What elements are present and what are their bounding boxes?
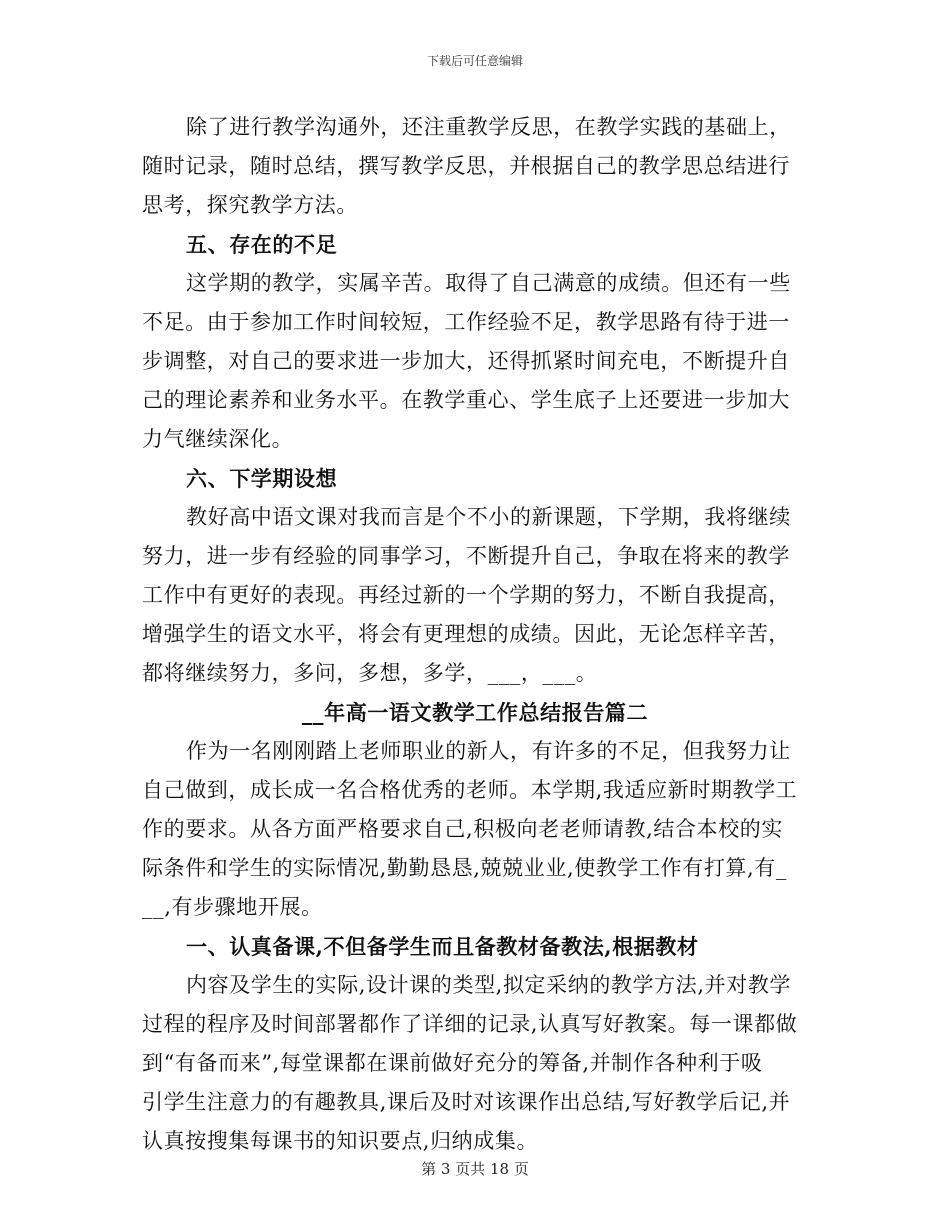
paragraph-line: 思考，探究教学方法。 bbox=[142, 193, 358, 217]
paragraph-line: 努力，进一步有经验的同事学习，不断提升自己，争取在将来的教学 bbox=[142, 544, 790, 568]
paragraph-line: 内容及学生的实际,设计课的类型,拟定采纳的教学方法,并对教学 bbox=[186, 973, 792, 997]
header-note: 下载后可任意编辑 bbox=[426, 54, 523, 68]
paragraph-line: 己的理论素养和业务水平。在教学重心、学生底子上还要进一步加大 bbox=[142, 388, 790, 412]
paragraph-line: 增强学生的语文水平，将会有更理想的成绩。因此，无论怎样辛苦， bbox=[142, 622, 790, 646]
paragraph-line: 不足。由于参加工作时间较短，工作经验不足，教学思路有待于进一 bbox=[142, 310, 790, 334]
paragraph-line: 工作中有更好的表现。再经过新的一个学期的努力，不断自我提高， bbox=[142, 583, 790, 607]
paragraph-line: 教好高中语文课对我而言是个不小的新课题，下学期，我将继续 bbox=[186, 505, 791, 529]
section-heading: 六、下学期设想 bbox=[186, 466, 338, 491]
paragraph-line: 这学期的教学，实属辛苦。取得了自己满意的成绩。但还有一些 bbox=[186, 271, 791, 295]
paragraph-line: 力气继续深化。 bbox=[142, 427, 294, 451]
paragraph-line: 到“有备而来”,每堂课都在课前做好充分的筹备,并制作各种利于吸 bbox=[142, 1051, 763, 1075]
paragraph-line: 步调整，对自己的要求进一步加大，还得抓紧时间充电，不断提升自 bbox=[142, 349, 790, 373]
paragraph-line: 随时记录，随时总结，撰写教学反思，并根据自己的教学思总结进行 bbox=[142, 154, 790, 178]
paragraph-line: 除了进行教学沟通外，还注重教学反思，在教学实践的基础上， bbox=[186, 115, 791, 139]
paragraph-line: 际条件和学生的实际情况,勤勤恳恳,兢兢业业,使教学工作有打算,有_ bbox=[142, 856, 787, 880]
paragraph-line: 作的要求。从各方面严格要求自己,积极向老老师请教,结合本校的实 bbox=[142, 817, 783, 841]
paragraph-line: __,有步骤地开展。 bbox=[142, 895, 323, 919]
document-body bbox=[142, 108, 808, 1161]
report-title: __年高一语文教学工作总结报告篇二 bbox=[301, 700, 649, 725]
paragraph-line: 自己做到，成长成一名合格优秀的老师。本学期,我适应新时期教学工 bbox=[142, 778, 798, 802]
paragraph-line: 过程的程序及时间部署都作了详细的记录,认真写好教案。每一课都做 bbox=[142, 1012, 798, 1036]
paragraph-line: 都将继续努力，多问，多想，多学，___，___。 bbox=[142, 661, 598, 685]
paragraph-line: 认真按搜集每课书的知识要点,归纳成集。 bbox=[142, 1129, 539, 1153]
paragraph-line: 作为一名刚刚踏上老师职业的新人，有许多的不足，但我努力让 bbox=[186, 739, 791, 763]
section-heading: 一、认真备课,不但备学生而且备教材备教法,根据教材 bbox=[186, 934, 699, 959]
page-number: 第 3 页共 18 页 bbox=[421, 1160, 529, 1178]
section-heading: 五、存在的不足 bbox=[186, 232, 338, 257]
paragraph-line: 引学生注意力的有趣教具,课后及时对该课作出总结,写好教学后记,并 bbox=[142, 1090, 791, 1114]
